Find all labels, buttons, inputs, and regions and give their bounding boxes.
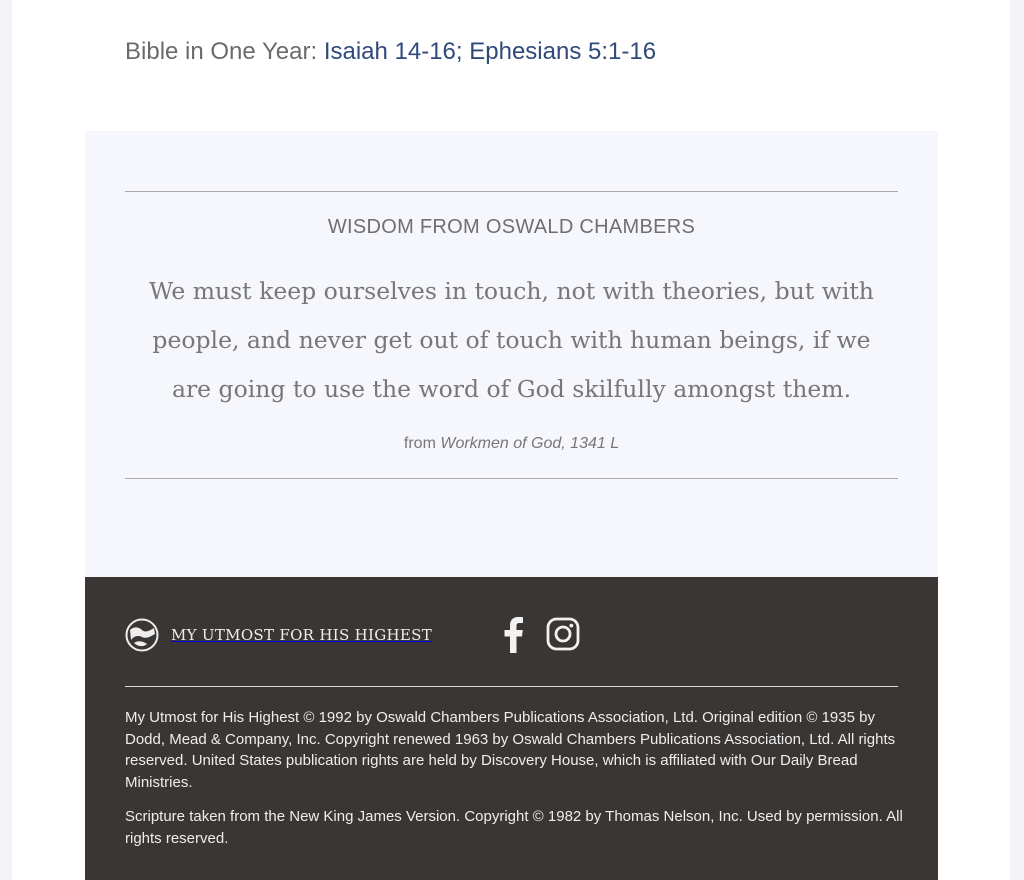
wisdom-heading: WISDOM FROM OSWALD CHAMBERS [327,216,696,238]
divider [125,191,898,192]
devotional-page [12,0,1010,880]
copyright-notice: My Utmost for His Highest © 1992 by Oswald Chambers Publications Association, Ltd. Original edition © 1935 by Dodd, Mead & Company, Inc. Copyright renewed 1963 by Oswald Chambers Publications Association, Ltd. All rights reserved. United States publication rights are held by Discovery House, which is affiliated with Our Daily Bread Ministries. [125,709,896,791]
scripture-notice: Scripture taken from the New King James Version. Copyright © 1982 by Thomas Nelson, Inc. Used by permission. All rights reserved. [125,808,903,847]
quote-source [85,435,938,453]
brand-name: MY UTMOST FOR HIS HIGHEST [171,626,432,644]
footer-divider [125,686,898,687]
bible-in-one-year-label: Bible in One Year: [125,38,324,65]
site-footer [85,577,938,880]
wisdom-section [85,131,938,577]
divider [125,478,898,479]
instagram-icon[interactable] [546,617,580,651]
bible-in-one-year [125,38,656,66]
quote-source-prefix: from [403,435,441,452]
globe-logo-icon [125,618,159,652]
facebook-icon[interactable] [501,615,525,653]
quote-source-title: Workmen of God, 1341 L [440,435,620,452]
wisdom-quote: We must keep ourselves in touch, not with theories, but with people, and never get out of touch with human beings, if we are going to use the word of God skilfully amongst them. [149,277,874,403]
bible-reading-link[interactable]: Isaiah 14-16; Ephesians 5:1-16 [323,38,657,65]
brand-logo-link[interactable] [125,618,432,652]
